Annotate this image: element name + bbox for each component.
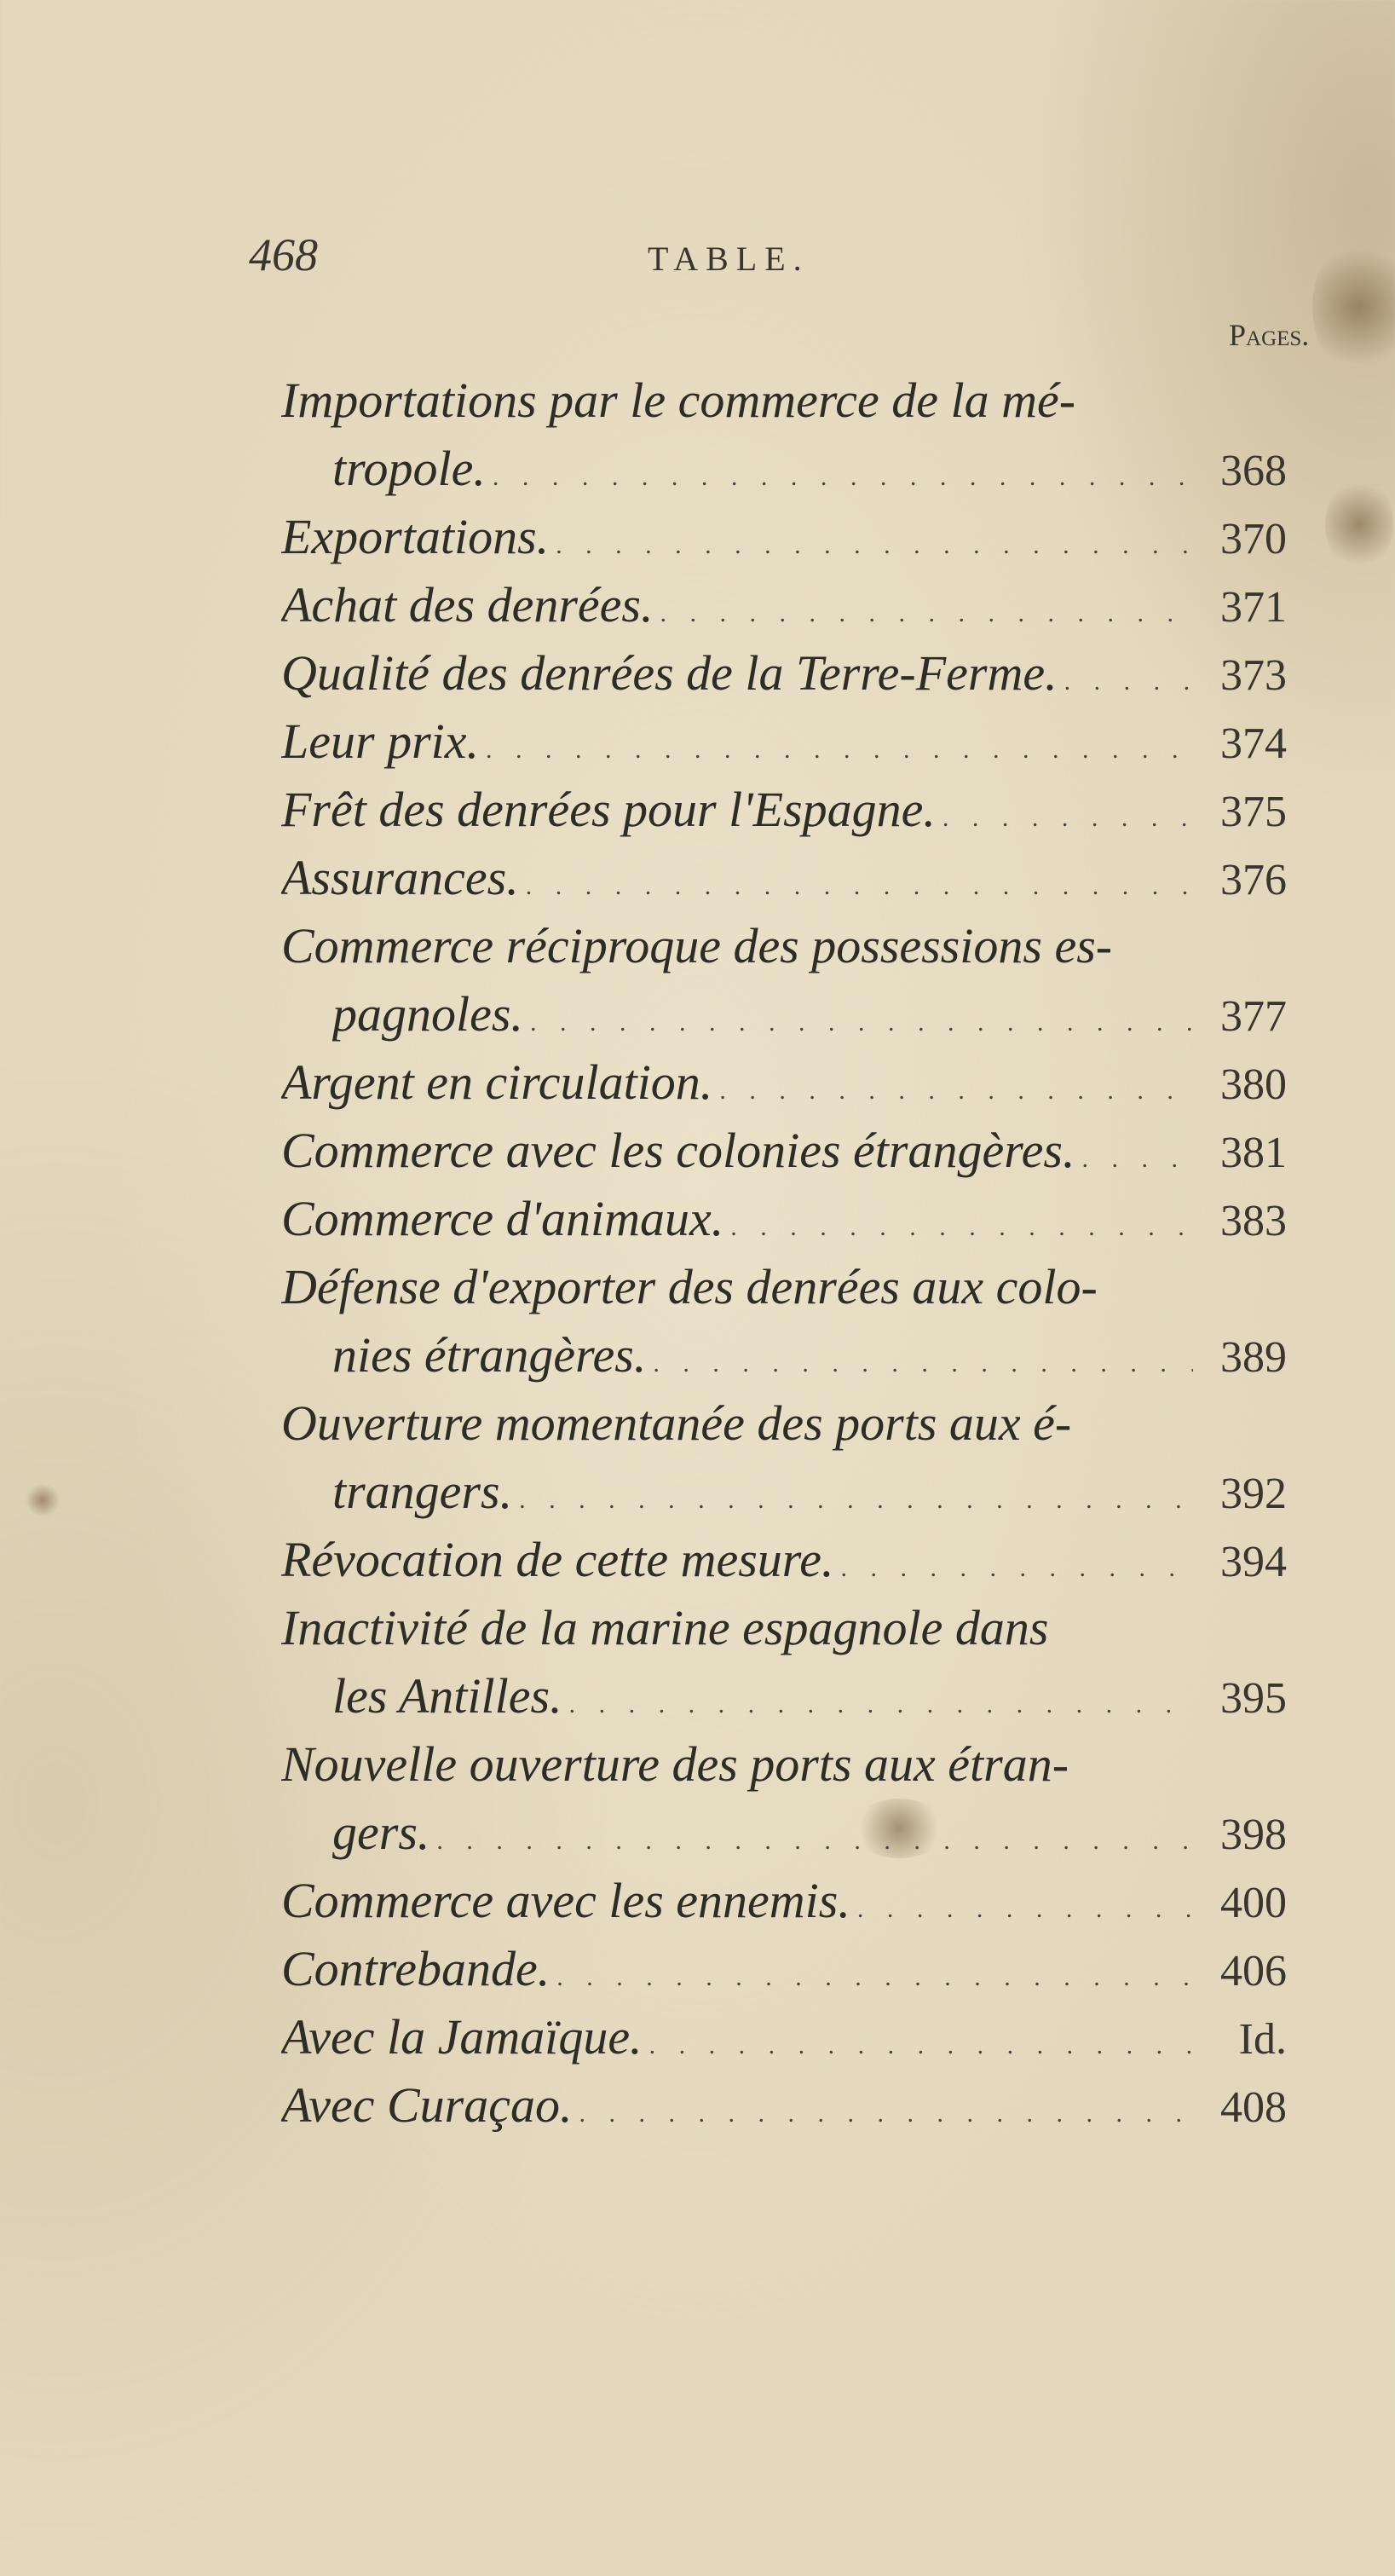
toc-entry-page: 408 (1220, 2083, 1287, 2132)
running-title: TABLE. (648, 240, 810, 278)
dot-leader (1058, 648, 1193, 708)
dot-leader (936, 784, 1193, 844)
dot-leader (646, 1330, 1193, 1389)
toc-entry (281, 571, 1287, 639)
toc-entry-page: 389 (1220, 1333, 1287, 1382)
dot-leader (723, 1193, 1193, 1253)
toc-entry-title: les Antilles. (332, 1668, 562, 1724)
toc-entry (281, 844, 1287, 912)
toc-entry-title: Argent en circulation. (281, 1054, 713, 1110)
dot-leader (712, 1057, 1193, 1117)
dot-leader (550, 1944, 1193, 2003)
toc-entry-title: Achat des denrées. (281, 577, 654, 632)
dot-leader (562, 1671, 1193, 1730)
toc-entry (281, 1867, 1287, 1935)
toc-entry (281, 1594, 1287, 1662)
dot-leader (572, 2080, 1193, 2140)
toc-entry (332, 435, 1287, 503)
dot-leader (850, 1875, 1193, 1935)
toc-entry (281, 2003, 1287, 2071)
dot-leader (519, 852, 1193, 912)
toc-entry-page: 375 (1220, 788, 1287, 836)
toc-entry-title: nies étrangères. (332, 1327, 647, 1383)
toc-entry-title: Inactivité de la marine espagnole dans (281, 1600, 1049, 1655)
toc-entry (281, 1185, 1287, 1253)
pages-column-label: Pages. (1229, 318, 1310, 352)
toc-entry (332, 1458, 1287, 1526)
toc-entry-title: Exportations. (281, 509, 550, 564)
toc-entry-page: 380 (1220, 1060, 1287, 1109)
toc-entry (281, 1526, 1287, 1594)
toc-entry-title: Avec Curaçao. (281, 2077, 573, 2133)
toc-entry-page: 398 (1220, 1811, 1287, 1859)
toc-entry-page: 383 (1220, 1197, 1287, 1245)
toc-entry (281, 503, 1287, 571)
toc-entry-page: 381 (1220, 1129, 1287, 1177)
toc-entry (281, 2071, 1287, 2140)
toc-entry-title: Ouverture momentanée des ports aux é- (281, 1395, 1072, 1451)
toc-entry (332, 1321, 1287, 1389)
page-number: 468 (249, 229, 318, 280)
toc-entry-title: Commerce réciproque des possessions es- (281, 918, 1113, 973)
toc-entry-title: Commerce d'animaux. (281, 1191, 724, 1246)
toc-entry-title: Leur prix. (281, 713, 479, 769)
toc-entry (281, 776, 1287, 844)
toc-entry (281, 1730, 1287, 1799)
toc-entry-title: Frêt des denrées pour l'Espagne. (281, 782, 936, 837)
toc-entry-title: Défense d'exporter des denrées aux colo- (281, 1259, 1098, 1314)
toc-entry (281, 912, 1287, 980)
dot-leader (523, 989, 1193, 1048)
toc-entry-page: 400 (1220, 1879, 1287, 1927)
toc-entry-title: Qualité des denrées de la Terre-Ferme. (281, 645, 1058, 701)
toc-entry-page: 374 (1220, 719, 1287, 768)
toc-entry-title: Nouvelle ouverture des ports aux étran- (281, 1736, 1069, 1792)
toc-entry-title: Révocation de cette mesure. (281, 1532, 834, 1587)
toc-entry-page: 368 (1220, 447, 1287, 495)
toc-entry-title: gers. (332, 1805, 430, 1860)
toc-entry (281, 708, 1287, 776)
toc-entry-title: Commerce avec les colonies étrangères. (281, 1123, 1075, 1178)
toc-entry-page: 371 (1220, 583, 1287, 632)
toc-entry (332, 1799, 1287, 1867)
dot-leader (486, 443, 1193, 503)
toc-entry-title: Avec la Jamaïque. (281, 2009, 643, 2065)
toc-entry (281, 367, 1287, 435)
toc-entry (281, 1935, 1287, 2003)
toc-entry (281, 1117, 1287, 1185)
toc-entry-page: 370 (1220, 515, 1287, 563)
toc-entry-title: Commerce avec les ennemis. (281, 1873, 850, 1928)
toc-entry-page: 394 (1220, 1538, 1287, 1586)
dot-leader (833, 1534, 1193, 1594)
toc-entry-page: 406 (1220, 1947, 1287, 1996)
toc-entry-title: Contrebande. (281, 1941, 551, 1996)
toc-entry (281, 1389, 1287, 1458)
dot-leader (429, 1807, 1193, 1867)
dot-leader (1075, 1125, 1193, 1185)
toc-entry-title: pagnoles. (332, 986, 523, 1042)
dot-leader (653, 580, 1193, 639)
toc-entry-title: trangers. (332, 1464, 513, 1519)
toc-entry (332, 1662, 1287, 1730)
toc-entry-page: 392 (1220, 1470, 1287, 1518)
toc-entry-page: 373 (1220, 651, 1287, 700)
toc-entry-page: 376 (1220, 856, 1287, 904)
toc-entry-page: 377 (1220, 992, 1287, 1041)
dot-leader (479, 716, 1193, 776)
toc-entry (281, 1253, 1287, 1321)
toc-entry (281, 639, 1287, 708)
toc-entry (332, 980, 1287, 1048)
toc-entry (281, 1048, 1287, 1117)
toc-entry-title: Importations par le commerce de la mé- (281, 373, 1076, 428)
dot-leader (549, 511, 1193, 571)
dot-leader (643, 2012, 1193, 2071)
toc-entry-page: Id. (1238, 2015, 1287, 2064)
toc-entry-title: Assurances. (281, 850, 519, 905)
dot-leader (512, 1466, 1193, 1526)
toc-entry-page: 395 (1220, 1674, 1287, 1723)
toc-entry-title: tropole. (332, 441, 486, 496)
